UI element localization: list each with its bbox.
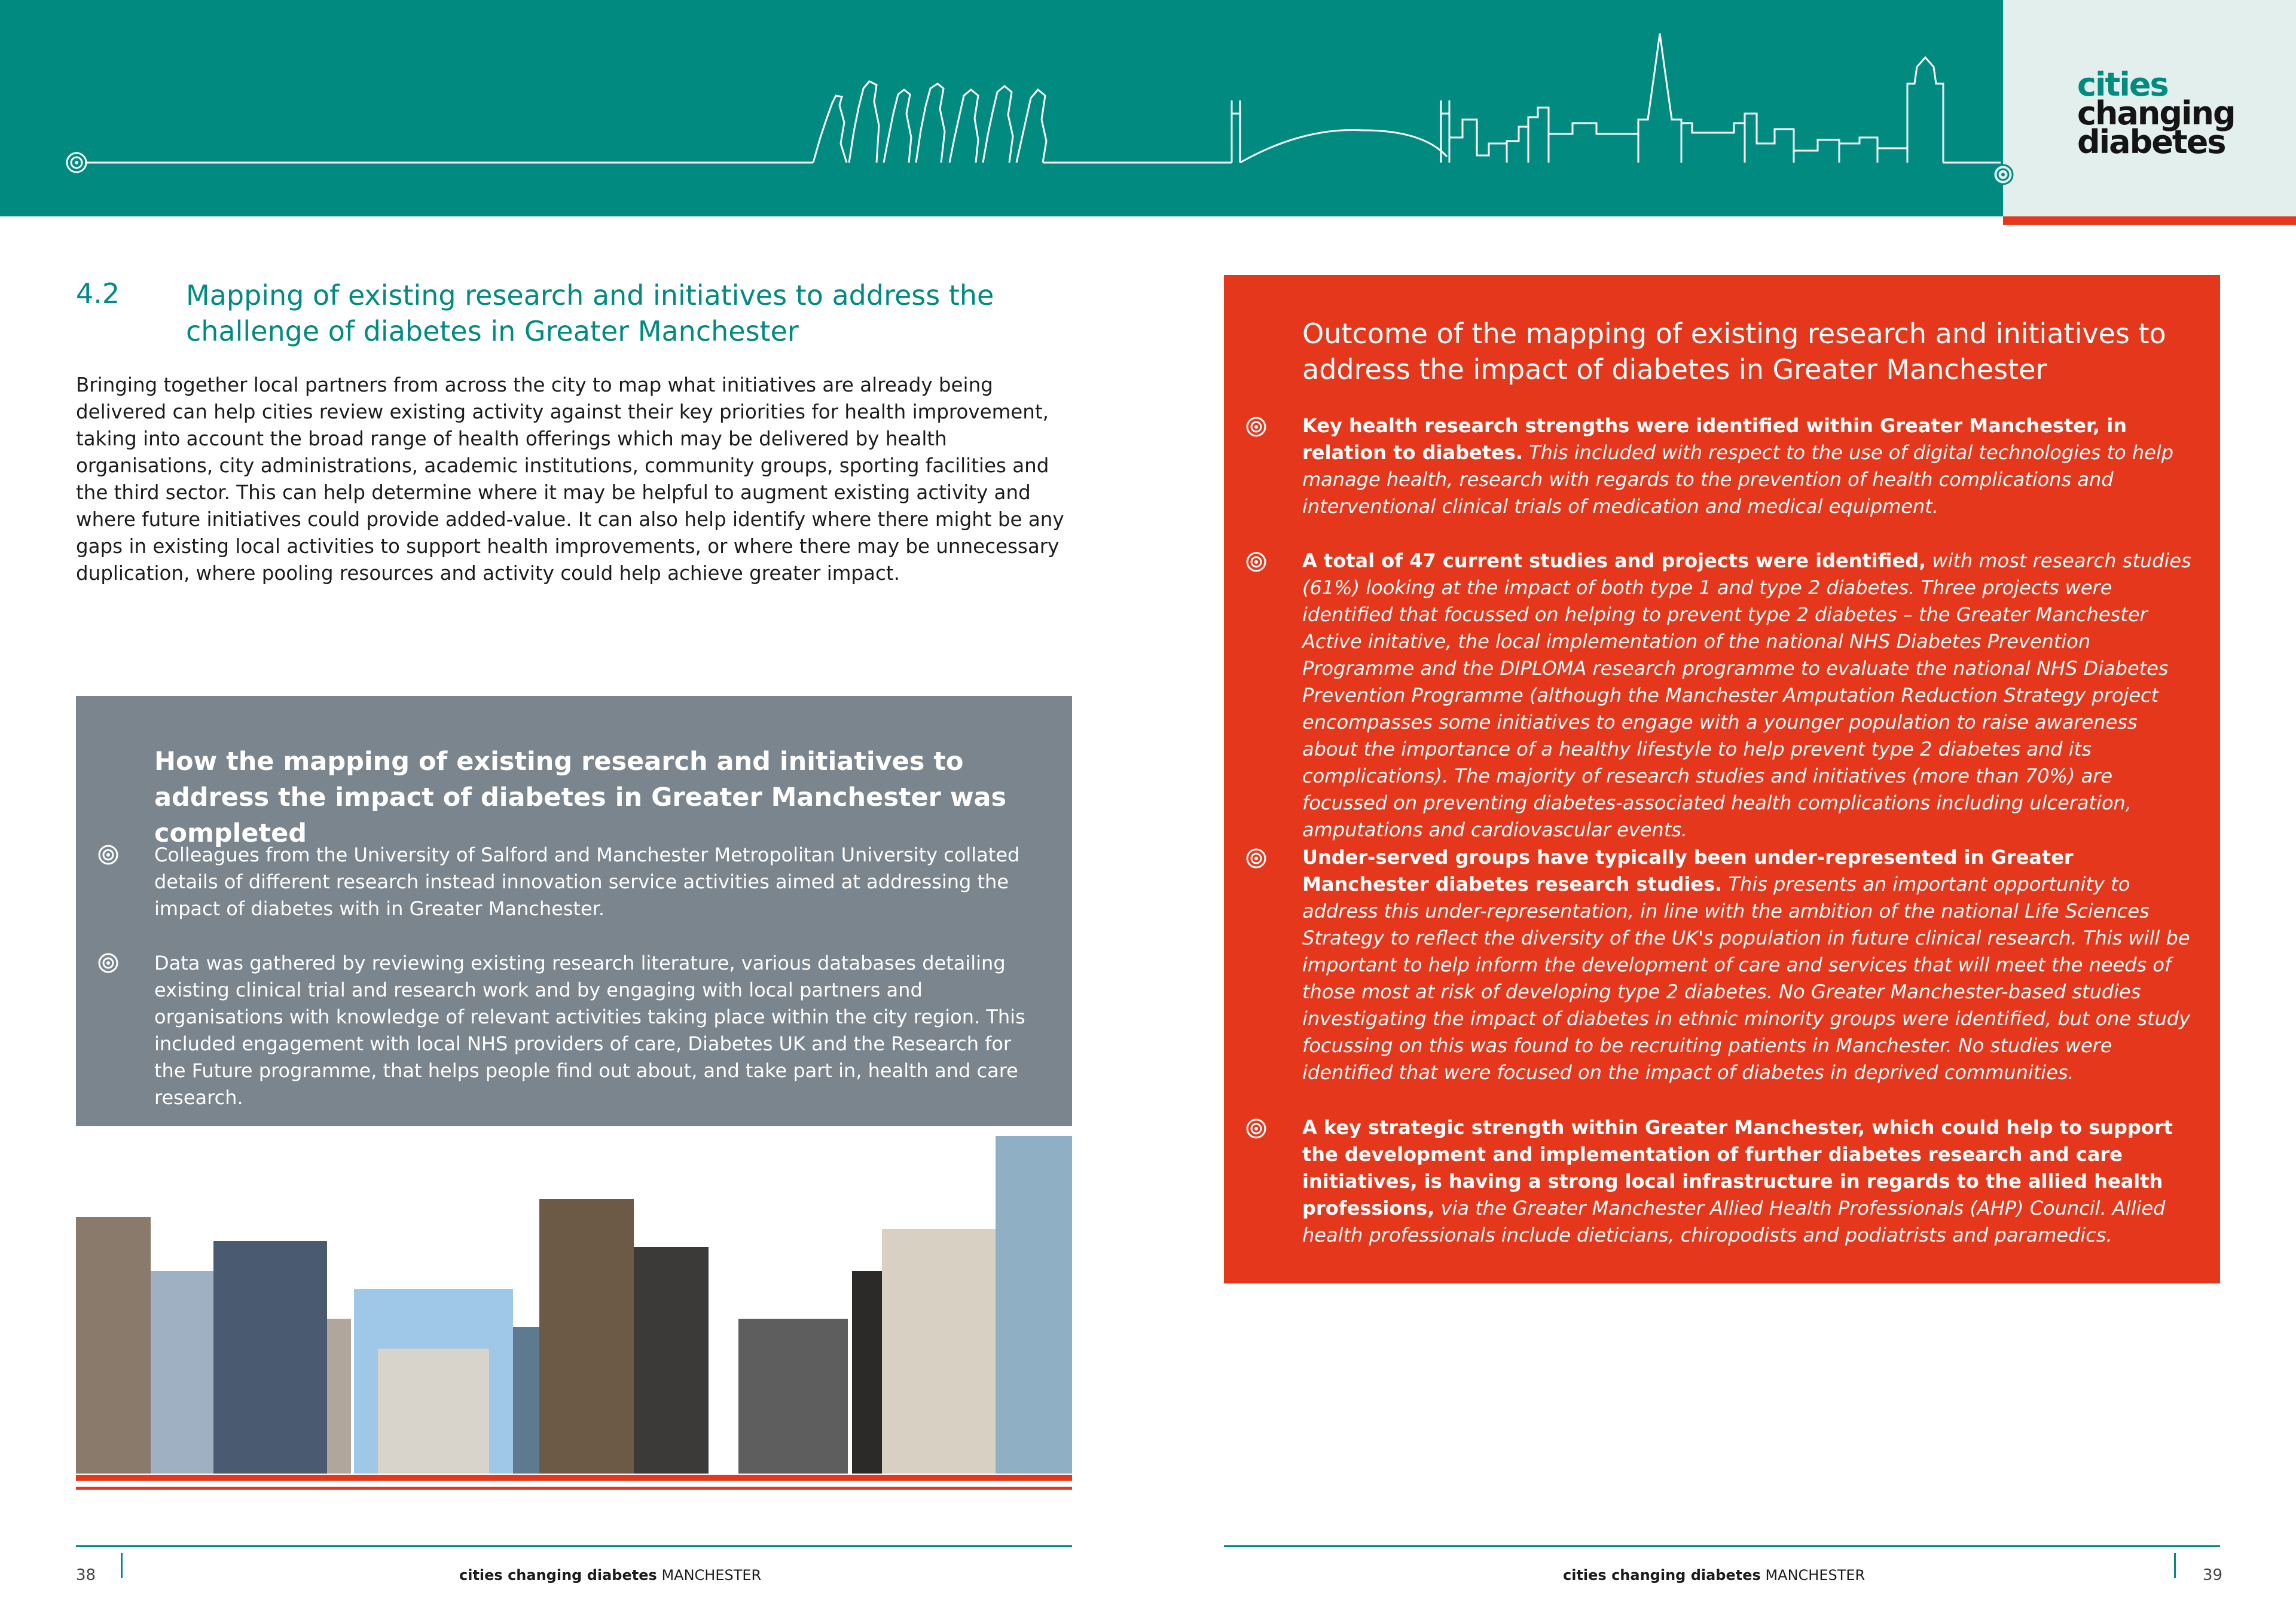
outcome-item-1	[1302, 412, 2193, 520]
footer-rule-left	[76, 1545, 1072, 1547]
outcome-item-4-detail: via the Greater Manchester Allied Health Professionals (AHP) Council. Allied health professionals include dieticians, chiropodists and podiatrists and paramedics.	[1302, 1197, 2166, 1246]
target-bullet-icon	[1245, 1118, 1267, 1139]
outcome-item-4	[1302, 1114, 2193, 1249]
footer-brand-city: MANCHESTER	[661, 1567, 762, 1584]
photo-woman-reading	[76, 1217, 151, 1474]
target-bullet-icon	[1245, 551, 1267, 573]
footer-rule-right	[1224, 1545, 2220, 1547]
section-number: 4.2	[76, 277, 120, 310]
method-item-1: Colleagues from the University of Salford and Manchester Metropolitan University collated details of different research instead innovation service activities aimed at addressing the impact of diabetes with in Greater Manchester.	[154, 843, 1020, 920]
outcome-item-3-detail: This presents an important opportunity to address this under-representation, in line with the ambition of the national Life Sciences Strategy to reflect the diversity of the UK's population in future clinical research. This will be important to help inform the development of care and services that will meet the needs of those most at risk of developing type 2 diabetes. No Greater Manchester-based studies investigating the impact of diabetes in ethnic minority groups were identified, but one study focussing on this was found to be recruiting patients in Manchester. No studies were identified that were focused on the impact of diabetes in deprived communities.	[1302, 873, 2191, 1084]
photo-woman-portrait	[738, 1319, 848, 1474]
photo-tram	[996, 1136, 1072, 1474]
footer-brand-city: MANCHESTER	[1765, 1567, 1866, 1584]
logo-line-2: changing	[2077, 94, 2235, 132]
page-number-left: 38	[76, 1566, 96, 1584]
outcome-item-1-lead: Key health research strengths were identified within Greater Manchester, in relation to diabetes.	[1302, 414, 2127, 464]
footer-brand-name: cities changing diabetes	[1563, 1567, 1761, 1584]
photo-glass-tower	[151, 1271, 213, 1474]
footer-brand-left	[459, 1567, 761, 1584]
header-end-marker-icon	[1991, 163, 2015, 187]
photo-man-portrait	[634, 1247, 709, 1474]
outcome-item-2-lead: A total of 47 current studies and projects were identified,	[1302, 549, 1926, 572]
photo-people-writing	[213, 1241, 327, 1474]
method-item-2: Data was gathered by reviewing existing research literature, various databases detailing existing clinical trial and research work and by engaging with local partners and organisations with knowledge of relevant activities taking place within the city region. This included engagement with local NHS providers of care, Diabetes UK and the Research for the Future programme, that helps people find out about, and take part in, health and care research.	[154, 952, 1025, 1109]
cities-changing-diabetes-logo[interactable]	[2077, 66, 2235, 161]
page-number-right: 39	[2203, 1566, 2223, 1584]
footer-brand-name: cities changing diabetes	[459, 1567, 657, 1584]
city-skyline-illustration	[0, 0, 2003, 216]
intro-paragraph: Bringing together local partners from across the city to map what initiatives are already being delivered can help cities review existing activity against their key priorities for health improvement, taking into account the broad range of health offerings which may be delivered by health organisations, city administrations, academic institutions, community groups, sporting facilities and the third sector. This can help determine where it may be helpful to augment existing activity and where future initiatives could provide added-value. It can also help identify where there might be any gaps in existing local activities to support health improvements, or where there may be unnecessary duplication, where pooling resources and activity could help achieve greater impact.	[76, 374, 1064, 585]
outcome-item-2-detail: with most research studies (61%) looking at the impact of both type 1 and type 2 diabetes. Three projects were identified that focussed on helping to prevent type 2 diabetes – the Greater Manchester Active initative, the local implementation of the national NHS Diabetes Prevention Programme and the DIPLOMA research programme to evaluate the national NHS Diabetes Prevention Programme (although the Manchester Amputation Reduction Strategy project encompasses some initiatives to engage with a younger population to raise awareness about the importance of a healthy lifestyle to help prevent type 2 diabetes and its complications). The majority of research studies and initiatives (more than 70%) are focussed on preventing diabetes-associated health complications including ulceration, amputations and cardiovascular events.	[1302, 549, 2191, 841]
photo-crossing-elderly	[882, 1229, 996, 1474]
photo-collage	[76, 1136, 1072, 1474]
outcome-box-title: Outcome of the mapping of existing research and initiatives to address the impact of diabetes in Greater Manchester	[1302, 317, 2166, 386]
target-bullet-icon	[97, 844, 119, 866]
logo-line-3: diabetes	[2077, 123, 2225, 161]
footer-tick-right	[2174, 1553, 2176, 1578]
outcome-item-3-lead: Under-served groups have typically been under-represented in Greater Manchester diabetes research studies.	[1302, 846, 2074, 895]
footer-tick-left	[121, 1553, 123, 1578]
method-box-title: How the mapping of existing research and initiatives to address the impact of diabetes in Greater Manchester was completed	[154, 747, 1007, 848]
outcome-item-4-lead: A key strategic strength within Greater Manchester, which could help to support the development and implementation of further diabetes research and care initiatives, is having a strong local infrastructure in regards to the allied health professions,	[1302, 1116, 2173, 1219]
photo-accent-line-thick	[76, 1475, 1072, 1481]
target-bullet-icon	[97, 952, 119, 974]
logo-panel	[2003, 0, 2296, 216]
logo-line-1: cities	[2077, 66, 2168, 103]
target-bullet-icon	[1245, 848, 1267, 869]
section-title: Mapping of existing research and initiatives to address the challenge of diabetes in Greater Manchester	[186, 279, 994, 347]
logo-accent-bar	[2003, 216, 2296, 225]
photo-accent-line-thin	[76, 1487, 1072, 1490]
outcome-box	[1224, 275, 2220, 1283]
target-bullet-icon	[1245, 416, 1267, 438]
outcome-item-2	[1302, 548, 2193, 843]
footer-brand-right	[1563, 1567, 1865, 1584]
header-start-marker-icon	[67, 153, 86, 172]
method-box	[76, 696, 1072, 1126]
photo-street-scene	[539, 1199, 634, 1474]
outcome-item-3	[1302, 844, 2193, 1086]
outcome-item-1-detail: This included with respect to the use of digital technologies to help manage health, research with regards to the prevention of health complications and interventional clinical trials of medication and medical equipment.	[1302, 441, 2174, 518]
